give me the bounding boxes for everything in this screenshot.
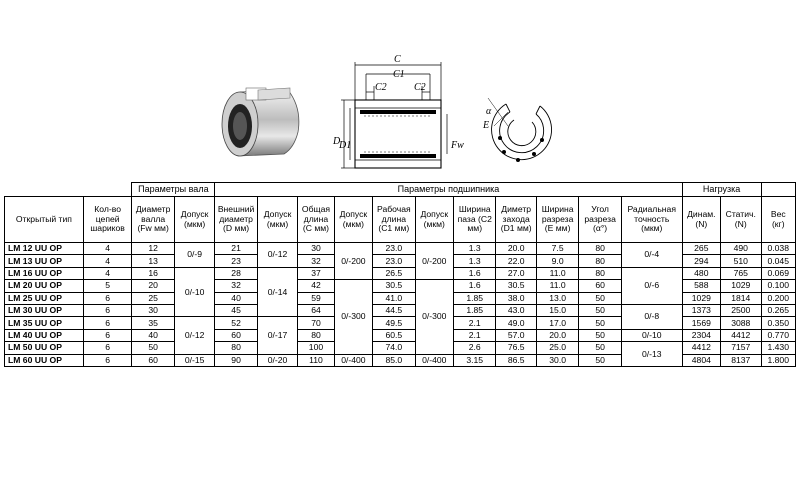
cell-c2: 1.6 <box>453 267 495 279</box>
cell-stat: 1029 <box>721 280 761 292</box>
cell-c2: 3.15 <box>453 354 495 366</box>
cell-d: 60 <box>215 329 257 341</box>
cell-weight: 0.200 <box>761 292 796 304</box>
cell-c2: 1.85 <box>453 292 495 304</box>
cell-name: LM 16 UU OP <box>5 267 84 279</box>
cell-e: 7.5 <box>536 243 578 255</box>
label-c1: C1 <box>393 69 405 80</box>
cell-weight: 0.265 <box>761 304 796 316</box>
cell-alpha: 50 <box>579 317 621 329</box>
cell-c: 64 <box>298 304 334 316</box>
cell-dyn: 588 <box>682 280 720 292</box>
cell-c2: 2.1 <box>453 329 495 341</box>
col-header-c-tol: Допуск (мкм) <box>334 197 372 243</box>
cell-c: 32 <box>298 255 334 267</box>
cell-d1: 49.0 <box>496 317 536 329</box>
label-d: D <box>333 136 341 147</box>
cell-dyn: 1373 <box>682 304 720 316</box>
cell-weight: 0.770 <box>761 329 796 341</box>
cell-stat: 7157 <box>721 342 761 354</box>
cell-c: 30 <box>298 243 334 255</box>
cell-d1: 43.0 <box>496 304 536 316</box>
cell-alpha: 50 <box>579 329 621 341</box>
cell-fw: 20 <box>132 280 174 292</box>
cell-alpha: 80 <box>579 243 621 255</box>
cell-c2: 2.6 <box>453 342 495 354</box>
cell-stat: 8137 <box>721 354 761 366</box>
cell-c2: 1.3 <box>453 243 495 255</box>
cell-c1: 74.0 <box>373 342 415 354</box>
bearing-photo <box>218 84 304 160</box>
cell-d: 21 <box>215 243 257 255</box>
cell-c-tol: 0/-400 <box>334 354 372 366</box>
cell-alpha: 50 <box>579 342 621 354</box>
cell-e: 15.0 <box>536 304 578 316</box>
col-header-c2: Ширина паза (C2 мм) <box>453 197 495 243</box>
cell-fw: 25 <box>132 292 174 304</box>
cell-d1: 76.5 <box>496 342 536 354</box>
cell-radial: 0/-10 <box>621 329 682 341</box>
cell-d1: 57.0 <box>496 329 536 341</box>
col-header-c1: Рабочая длина (C1 мм) <box>373 197 415 243</box>
cell-c1: 30.5 <box>373 280 415 292</box>
cell-stat: 490 <box>721 243 761 255</box>
cell-alpha: 60 <box>579 280 621 292</box>
cell-chains: 4 <box>83 255 132 267</box>
cell-e: 25.0 <box>536 342 578 354</box>
cell-fw: 30 <box>132 304 174 316</box>
col-header-chains: Кол-во цепей шариков <box>83 197 132 243</box>
cell-c1: 41.0 <box>373 292 415 304</box>
label-c2-right: C2 <box>414 82 426 93</box>
cell-name: LM 35 UU OP <box>5 317 84 329</box>
col-header-c1-tol: Допуск (мкм) <box>415 197 453 243</box>
col-header-stat: Статич. (N) <box>721 197 761 243</box>
blank-corner <box>5 183 132 197</box>
cell-d-tol: 0/-12 <box>257 243 297 268</box>
section-drawing <box>308 52 458 176</box>
label-d1: D1 <box>339 140 352 151</box>
col-header-radial: Радиальная точность (мкм) <box>621 197 682 243</box>
col-header-d: Внешний диаметр (D мм) <box>215 197 257 243</box>
group-load: Нагрузка <box>682 183 761 197</box>
cell-weight: 1.800 <box>761 354 796 366</box>
cell-d: 23 <box>215 255 257 267</box>
cell-d-tol: 0/-14 <box>257 267 297 317</box>
diagram-area <box>0 0 800 180</box>
cell-name: LM 60 UU OP <box>5 354 84 366</box>
cell-weight: 0.045 <box>761 255 796 267</box>
cell-chains: 6 <box>83 304 132 316</box>
cell-fw: 40 <box>132 329 174 341</box>
cell-d: 45 <box>215 304 257 316</box>
cell-chains: 6 <box>83 317 132 329</box>
cell-fw-tol: 0/-9 <box>174 243 214 268</box>
label-alpha: α <box>486 106 492 117</box>
cell-c1: 85.0 <box>373 354 415 366</box>
cell-dyn: 480 <box>682 267 720 279</box>
col-header-type: Открытый тип <box>5 197 84 243</box>
cell-stat: 4412 <box>721 329 761 341</box>
cell-d: 52 <box>215 317 257 329</box>
cell-name: LM 12 UU OP <box>5 243 84 255</box>
group-bearing: Параметры подшипника <box>215 183 682 197</box>
cell-e: 20.0 <box>536 329 578 341</box>
cell-d: 28 <box>215 267 257 279</box>
cell-chains: 4 <box>83 267 132 279</box>
cell-fw: 12 <box>132 243 174 255</box>
cell-chains: 6 <box>83 292 132 304</box>
cell-d-tol: 0/-20 <box>257 354 297 366</box>
cell-e: 13.0 <box>536 292 578 304</box>
group-header-row <box>5 183 796 197</box>
cell-c: 80 <box>298 329 334 341</box>
cell-c: 70 <box>298 317 334 329</box>
cell-c2: 1.85 <box>453 304 495 316</box>
cell-c: 42 <box>298 280 334 292</box>
cell-d1: 38.0 <box>496 292 536 304</box>
cell-c1: 23.0 <box>373 255 415 267</box>
cell-d-tol: 0/-17 <box>257 317 297 354</box>
cell-stat: 510 <box>721 255 761 267</box>
cell-weight: 0.038 <box>761 243 796 255</box>
cell-c1-tol: 0/-200 <box>415 243 453 280</box>
cell-chains: 6 <box>83 329 132 341</box>
cell-dyn: 2304 <box>682 329 720 341</box>
col-header-d-tol: Допуск (мкм) <box>257 197 297 243</box>
cell-c1: 44.5 <box>373 304 415 316</box>
col-header-c: Общая длина (C мм) <box>298 197 334 243</box>
cell-e: 17.0 <box>536 317 578 329</box>
cell-alpha: 50 <box>579 292 621 304</box>
table-row <box>5 329 796 341</box>
cell-fw-tol: 0/-12 <box>174 317 214 354</box>
cell-dyn: 4412 <box>682 342 720 354</box>
cell-radial: 0/-4 <box>621 243 682 268</box>
label-c2-left: C2 <box>375 82 387 93</box>
cell-stat: 765 <box>721 267 761 279</box>
table-row <box>5 243 796 255</box>
cell-chains: 4 <box>83 243 132 255</box>
cell-dyn: 4804 <box>682 354 720 366</box>
cell-dyn: 1029 <box>682 292 720 304</box>
cell-c2: 2.1 <box>453 317 495 329</box>
label-c: C <box>394 54 401 65</box>
cell-d1: 20.0 <box>496 243 536 255</box>
cell-stat: 1814 <box>721 292 761 304</box>
cell-fw: 16 <box>132 267 174 279</box>
cell-d1: 86.5 <box>496 354 536 366</box>
cell-weight: 1.430 <box>761 342 796 354</box>
cell-weight: 0.069 <box>761 267 796 279</box>
cell-fw: 13 <box>132 255 174 267</box>
cell-name: LM 30 UU OP <box>5 304 84 316</box>
label-fw: Fw <box>451 140 464 151</box>
cell-name: LM 13 UU OP <box>5 255 84 267</box>
cell-fw: 60 <box>132 354 174 366</box>
cell-d1: 22.0 <box>496 255 536 267</box>
cell-c-tol: 0/-200 <box>334 243 372 280</box>
cell-e: 11.0 <box>536 267 578 279</box>
cell-d: 80 <box>215 342 257 354</box>
cell-alpha: 50 <box>579 304 621 316</box>
cell-e: 30.0 <box>536 354 578 366</box>
cell-dyn: 294 <box>682 255 720 267</box>
cell-fw-tol: 0/-10 <box>174 267 214 317</box>
cell-chains: 6 <box>83 342 132 354</box>
label-e: E <box>483 120 490 131</box>
cell-chains: 5 <box>83 280 132 292</box>
col-header-e: Ширина разреза (E мм) <box>536 197 578 243</box>
col-header-fw: Диаметр валла (Fw мм) <box>132 197 174 243</box>
cell-radial: 0/-6 <box>621 267 682 304</box>
table-row <box>5 304 796 316</box>
cell-name: LM 40 UU OP <box>5 329 84 341</box>
cell-d: 40 <box>215 292 257 304</box>
table-row <box>5 342 796 354</box>
cell-dyn: 1569 <box>682 317 720 329</box>
group-shaft: Параметры вала <box>132 183 215 197</box>
cell-c2: 1.6 <box>453 280 495 292</box>
cell-stat: 3088 <box>721 317 761 329</box>
cell-c1: 23.0 <box>373 243 415 255</box>
spec-table <box>4 182 796 367</box>
col-header-fw-tol: Допуск (мкм) <box>174 197 214 243</box>
cell-d1: 30.5 <box>496 280 536 292</box>
col-header-dyn: Динам. (N) <box>682 197 720 243</box>
cell-name: LM 20 UU OP <box>5 280 84 292</box>
cell-name: LM 25 UU OP <box>5 292 84 304</box>
cell-d: 90 <box>215 354 257 366</box>
cell-fw: 50 <box>132 342 174 354</box>
cell-c: 37 <box>298 267 334 279</box>
cell-c-tol: 0/-300 <box>334 280 372 354</box>
cell-radial: 0/-8 <box>621 304 682 329</box>
table-row <box>5 267 796 279</box>
cell-chains: 6 <box>83 354 132 366</box>
cell-fw-tol: 0/-15 <box>174 354 214 366</box>
cell-dyn: 265 <box>682 243 720 255</box>
cell-radial: 0/-13 <box>621 342 682 367</box>
cell-c1: 60.5 <box>373 329 415 341</box>
cell-alpha: 80 <box>579 267 621 279</box>
cell-fw: 35 <box>132 317 174 329</box>
cell-weight: 0.100 <box>761 280 796 292</box>
cell-e: 11.0 <box>536 280 578 292</box>
cell-e: 9.0 <box>536 255 578 267</box>
cell-d: 32 <box>215 280 257 292</box>
col-header-weight: Вес (кг) <box>761 197 796 243</box>
col-header-alpha: Угол разреза (α°) <box>579 197 621 243</box>
cell-name: LM 50 UU OP <box>5 342 84 354</box>
cell-c1-tol: 0/-400 <box>415 354 453 366</box>
column-header-row <box>5 197 796 243</box>
group-weight-blank <box>761 183 796 197</box>
cell-stat: 2500 <box>721 304 761 316</box>
cell-c: 59 <box>298 292 334 304</box>
cell-c2: 1.3 <box>453 255 495 267</box>
cell-c1: 26.5 <box>373 267 415 279</box>
cell-c: 100 <box>298 342 334 354</box>
cell-c1: 49.5 <box>373 317 415 329</box>
cell-weight: 0.350 <box>761 317 796 329</box>
cell-c1-tol: 0/-300 <box>415 280 453 354</box>
cell-alpha: 50 <box>579 354 621 366</box>
cell-c: 110 <box>298 354 334 366</box>
col-header-d1: Диметр захода (D1 мм) <box>496 197 536 243</box>
cell-alpha: 80 <box>579 255 621 267</box>
cell-d1: 27.0 <box>496 267 536 279</box>
